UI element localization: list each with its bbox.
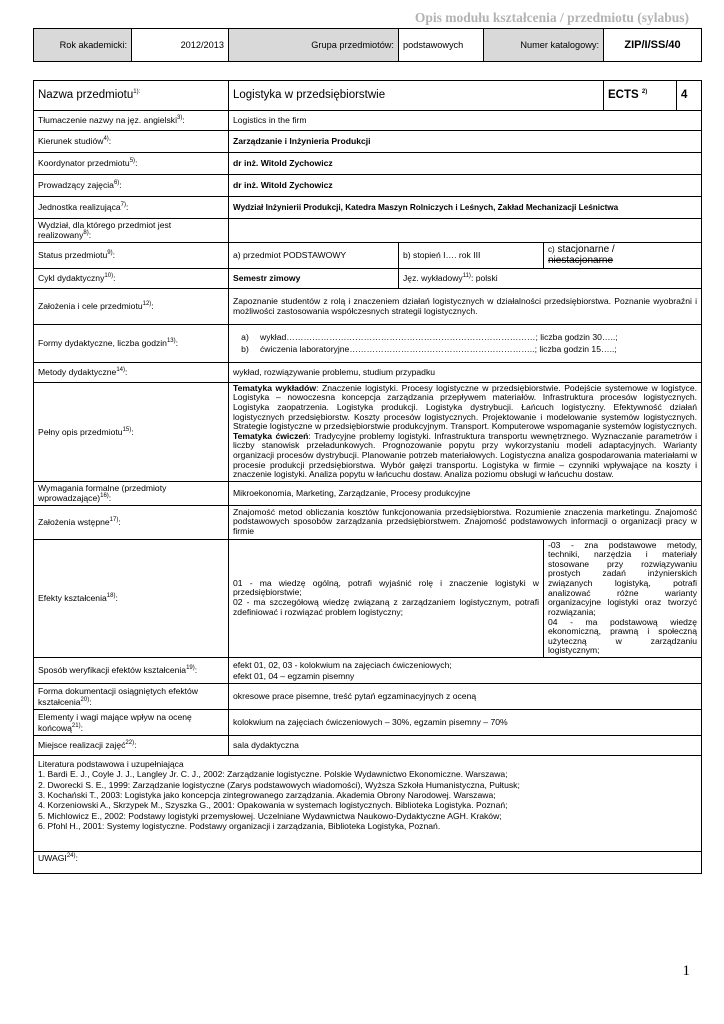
- catalog-info-table: [33, 28, 702, 62]
- ects-value: 4: [677, 81, 702, 111]
- teaching-forms-label: Formy dydaktyczne, liczba godzin$^{13)}$:: [34, 324, 229, 362]
- page-number: 1: [682, 963, 690, 979]
- row-prerequisites: [34, 505, 702, 539]
- literature-item: 6. Pfohl H., 2001: Systemy logistyczne. Podstawy organizacji i zarządzania, Biblioteka Logistyka, Poznań.: [38, 820, 441, 831]
- field-of-study-label: Kierunek studiów$^{4)}$:: [34, 131, 229, 153]
- unit-value: Wydział Inżynierii Produkcji, Katedra Maszyn Rolniczych i Leśnych, Zakład Mechanizacji Leśnictwa: [229, 197, 702, 219]
- remarks-section: UWAGI$^{24)}$:: [34, 852, 702, 874]
- row-location: [34, 736, 702, 756]
- row-teaching-forms: [34, 324, 702, 362]
- prerequisites-label: Założenia wstępne$^{17)}$:: [34, 505, 229, 539]
- methods-value: wykład, rozwiązywanie problemu, studium przypadku: [229, 362, 702, 382]
- row-unit: [34, 197, 702, 219]
- row-english-name: [34, 111, 702, 131]
- learning-outcomes-right: -03 - zna podstawowe metody, techniki, narzędzia i materiały stosowane przy rozwiązywaniu prostych zadań inżynierskich związanych logistyką, potrafi analizować różne warianty organizacyjne logistyki oraz tworzyć rozwiązania; 04 - ma podstawową wiedzę ekonomiczną, prawną i społeczną użyteczną w zarządzaniu logistycznym;: [544, 539, 702, 658]
- verification-value: efekt 01, 02, 03 - kolokwium na zajęciach ćwiczeniowych; efekt 01, 04 – egzamin pisemny: [229, 658, 702, 684]
- lecturer-label: Prowadzący zajęcia$^{6)}$:: [34, 175, 229, 197]
- subject-name-value: Logistyka w przedsiębiorstwie: [229, 81, 604, 111]
- subject-name-label: Nazwa przedmiotu$^{1):}$: [34, 81, 229, 111]
- literature-item: 2. Dworecki S. E., 1999: Zarządzanie logistyczne (Zarys podstawowych wiadomości), Wyższa Szkoła Humanistyczna, Pułtusk;: [38, 779, 520, 790]
- requirements-value: Mikroekonomia, Marketing, Zarządzanie, Procesy produkcyjne: [229, 481, 702, 505]
- row-methods: [34, 362, 702, 382]
- subject-group-value: podstawowych: [399, 29, 484, 62]
- prerequisites-value: Znajomość metod obliczania kosztów funkcjonowania przedsiębiorstwa. Rozumienie znaczenia marketingu. Znajomość podstawowych sposobów zarządzania przedsiębiorstwem. Znajomość podstawowych informacji o organizacji pracy w firmie: [229, 505, 702, 539]
- objectives-value: Zapoznanie studentów z rolą i znaczeniem działań logistycznych w działalności przedsiębiorstwa. Poznanie wyobraźni i możliwości zastosowania współczesnych strategii logistycznych.: [229, 288, 702, 324]
- row-documentation: [34, 684, 702, 710]
- row-status: [34, 242, 702, 268]
- row-coordinator: [34, 153, 702, 175]
- row-learning-outcomes: [34, 539, 702, 658]
- cycle-value: Semestr zimowy: [229, 268, 399, 288]
- literature-section: [34, 756, 702, 852]
- field-of-study-value: Zarządzanie i Inżynieria Produkcji: [229, 131, 702, 153]
- catalog-number-value: ZIP/I/SS/40: [604, 29, 702, 62]
- documentation-value: okresowe prace pisemne, treść pytań egzaminacyjnych z oceną: [229, 684, 702, 710]
- form-a-letter: a): [241, 331, 249, 342]
- form-b-letter: b): [241, 344, 249, 355]
- lecturer-value: dr inż. Witold Zychowicz: [229, 175, 702, 197]
- status-degree-year: b) stopień I…. rok III: [399, 242, 544, 268]
- row-grading: [34, 710, 702, 736]
- row-remarks: [34, 852, 702, 874]
- unit-label: Jednostka realizująca$^{7)}$:: [34, 197, 229, 219]
- grading-value: kolokwium na zajęciach ćwiczeniowych – 30%, egzamin pisemny – 70%: [229, 710, 702, 736]
- academic-year-value: 2012/2013: [132, 29, 229, 62]
- teaching-forms-value: [229, 324, 702, 362]
- objectives-label: Założenia i cele przedmiotu$^{12)}$:: [34, 288, 229, 324]
- row-field-of-study: [34, 131, 702, 153]
- row-subject-name: [34, 81, 702, 111]
- status-mode: c) stacjonarne / niestacjonarne: [544, 242, 702, 268]
- status-label: Status przedmiotu$^{9)}$:: [34, 242, 229, 268]
- language-value: Jęz. wykładowy$^{11)}$: polski: [399, 268, 702, 288]
- learning-outcomes-left: 01 - ma wiedzę ogólną, potrafi wyjaśnić rolę i znaczenie logistyki w przedsiębiorstwie; 02 - ma szczegółową wiedzę związaną z zarządzaniem logistycznym, potrafi zdefiniować i rozwiązać problem logistyczny;: [229, 539, 544, 658]
- grading-label: Elementy i wagi mające wpływ na ocenę końcową$^{21)}$:: [34, 710, 229, 736]
- page-header-title: Opis modułu kształcenia / przedmiotu (sylabus): [414, 10, 689, 25]
- form-lab: ćwiczenia laboratoryjne………………………………………………………..; liczba godzin 15…..;: [260, 344, 617, 355]
- location-label: Miejsce realizacji zajęć$^{22)}$:: [34, 736, 229, 756]
- literature-item: 5. Michlowicz E., 2002: Podstawy logistyki przemysłowej. Uczelniane Wydawnictwa Naukowo-Dydaktyczne AGH. Kraków;: [38, 810, 502, 821]
- row-verification: [34, 658, 702, 684]
- description-value: Tematyka wykładów: Znaczenie logistyki. Procesy logistyczne w przedsiębiorstwie. Podejście systemowe w logistyce. Logistyka – nowoczesna koncepcja zarządzania przepływem materiałów. Infrastruktura procesów logistycznych. Logistyka zaopatrzenia. Logistyka produkcji. Logistyka dystrybucji. Łańcuch logistyczny. Efektywność działań logistycznych przedsiębiorstw. Koszty procesów logistycznych. Projektowanie i modelowanie systemów logistycznych. Strategie logistyczne w przedsiębiorstwie produkcyjnym. Transport. Komputerowe wspomaganie systemów logistycznych. Tematyka ćwiczeń: Tradycyjne problemy logistyki. Infrastruktura transportu wewnętrznego. Wyznaczanie parametrów i liczby stanowisk przeładunkowych. Prognozowanie popytu przy wykorzystaniu modeli adaptacyjnych. Warianty organizacji procesów dystrybucji. Planowanie potrzeb materiałowych. Logistyczna analiza gospodarowania materiałami w procesie produkcji przedsiębiorstwa. Wybór gałęzi transportu. Logistyka w firmie – czynniki wpływające na koszty i znaczenie logistyki. Analiza popytu w łańcuchu dostaw. Analiza poziomu obsługi w łańcuchu dostaw.: [229, 382, 702, 481]
- literature-item: 3. Kochański T., 2003: Logistyka jako koncepcja zintegrowanego zarządzania. Akademia Obrony Narodowej. Warszawa;: [38, 789, 496, 800]
- requirements-label: Wymagania formalne (przedmioty wprowadzające)$^{16)}$:: [34, 481, 229, 505]
- row-faculty: [34, 219, 702, 243]
- location-value: sala dydaktyczna: [229, 736, 702, 756]
- status-type: a) przedmiot PODSTAWOWY: [229, 242, 399, 268]
- literature-item: 1. Bardi E. J., Coyle J. J., Langley Jr. C. J., 2002: Zarządzanie logistyczne. Polskie Wydawnictwo Ekonomiczne. Warszawa;: [38, 769, 508, 780]
- syllabus-table: [33, 80, 702, 874]
- methods-label: Metody dydaktyczne$^{14)}$:: [34, 362, 229, 382]
- literature-item: 4. Korzeniowski A., Skrzypek M., Szyszka G., 2001: Opakowania w systemach logistycznych. Biblioteka Logistyka. Poznań;: [38, 800, 508, 811]
- cycle-label: Cykl dydaktyczny$^{10)}$:: [34, 268, 229, 288]
- documentation-label: Forma dokumentacji osiągniętych efektów kształcenia$^{20)}$:: [34, 684, 229, 710]
- form-lecture: wykład……………………………………………………………………………; liczba godzin 30…..;: [260, 331, 618, 342]
- row-description: [34, 382, 702, 481]
- faculty-label: Wydział, dla którego przedmiot jest realizowany$^{8)}$:: [34, 219, 229, 243]
- english-name-value: Logistics in the firm: [229, 111, 702, 131]
- learning-outcomes-label: Efekty kształcenia$^{18)}$:: [34, 539, 229, 658]
- coordinator-label: Koordynator przedmiotu$^{5)}$:: [34, 153, 229, 175]
- row-literature: [34, 756, 702, 852]
- mode-full-time: stacjonarne /: [557, 243, 615, 255]
- coordinator-value: dr inż. Witold Zychowicz: [229, 153, 702, 175]
- ects-label: ECTS $^{2)}$: [604, 81, 677, 111]
- row-requirements: [34, 481, 702, 505]
- subject-group-label: Grupa przedmiotów:: [229, 29, 399, 62]
- literature-title: Literatura podstawowa i uzupełniająca: [38, 759, 184, 769]
- faculty-value: [229, 219, 702, 243]
- row-lecturer: [34, 175, 702, 197]
- row-objectives: [34, 288, 702, 324]
- academic-year-label: Rok akademicki:: [34, 29, 132, 62]
- verification-label: Sposób weryfikacji efektów kształcenia$^{19)}$:: [34, 658, 229, 684]
- catalog-number-label: Numer katalogowy:: [484, 29, 604, 62]
- mode-part-time: niestacjonarne: [548, 255, 614, 267]
- english-name-label: Tłumaczenie nazwy na jęz. angielski$^{3)}$:: [34, 111, 229, 131]
- description-label: Pełny opis przedmiotu$^{15)}$:: [34, 382, 229, 481]
- row-cycle: [34, 268, 702, 288]
